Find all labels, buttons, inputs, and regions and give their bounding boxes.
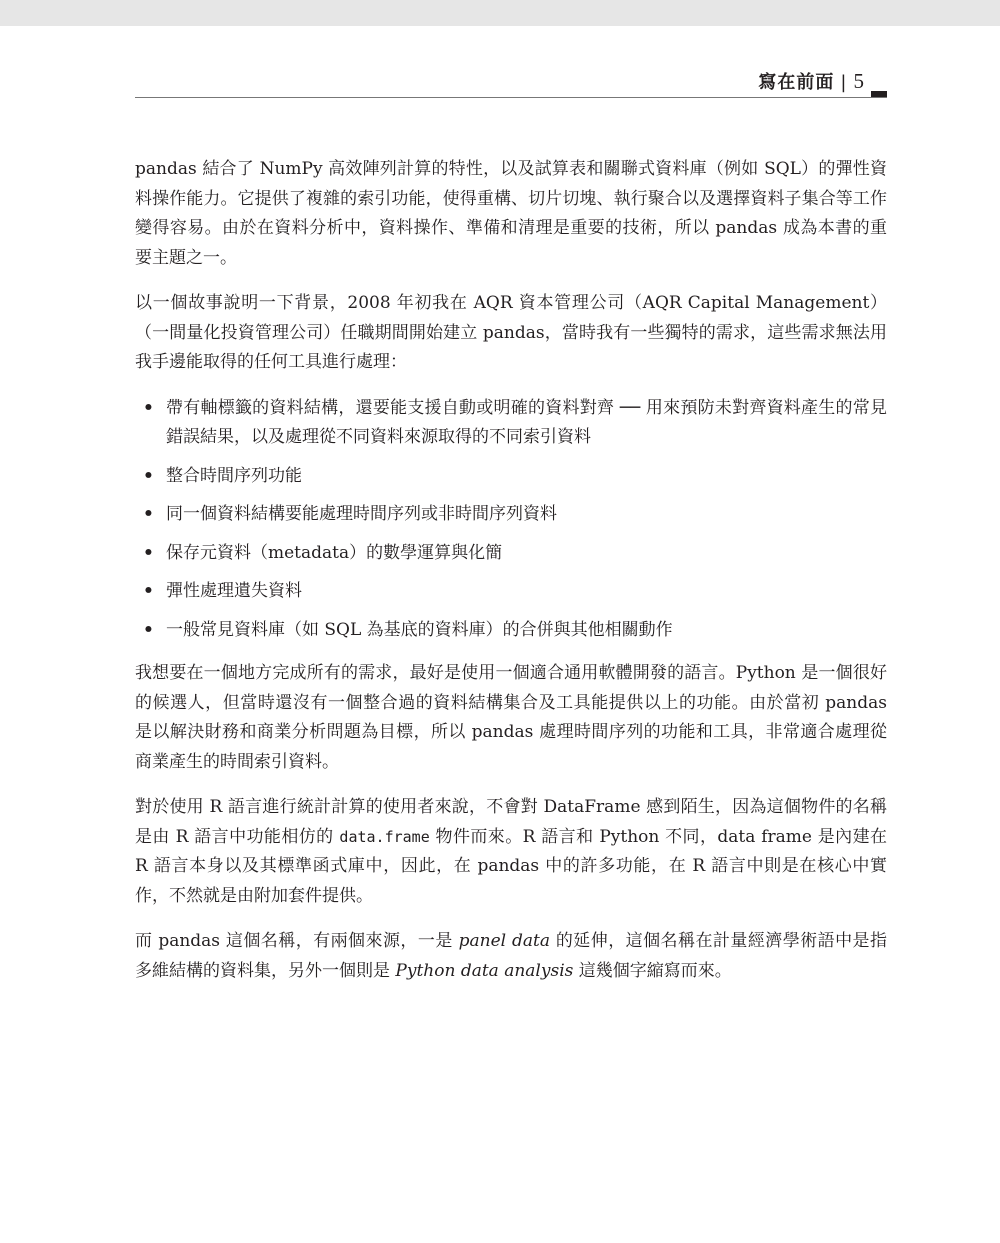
- paragraph-name-origin: [135, 927, 887, 986]
- paragraph-background: 以一個故事說明一下背景，2008 年初我在 AQR 資本管理公司（AQR Capital Management）（一間量化投資管理公司）任職期間開始建立 pandas，當時我有一些獨特的需求，這些需求無法用我手邊能取得的任何工具進行處理：: [135, 293, 887, 372]
- running-header: [135, 64, 887, 98]
- top-band: [0, 0, 1000, 26]
- paragraph-r-language: [135, 793, 887, 911]
- bullet-icon: •: [143, 542, 154, 563]
- italic-term: Python data analysis: [395, 960, 574, 981]
- page-tab-marker: [871, 91, 887, 97]
- list-item-text: 整合時間序列功能: [166, 465, 302, 486]
- inline-code: data.frame: [339, 827, 430, 846]
- list-item: [135, 394, 887, 453]
- paragraph-text: 這幾個字縮寫而來。: [573, 960, 732, 981]
- page-number: 5: [853, 69, 865, 93]
- list-item-text: 同一個資料結構要能處理時間序列或非時間序列資料: [166, 504, 557, 524]
- paragraph-text: 物件而來。R 語言和 Python 不同，data frame 是內建在 R 語言本身以及其標準函式庫中，因此，在 pandas 中的許多功能，在 R 語言中則是在核心中實作，不然就是由附加套件提供。: [135, 826, 887, 906]
- paragraph-python-choice: 我想要在一個地方完成所有的需求，最好是使用一個適合通用軟體開發的語言。Python 是一個很好的候選人，但當時還沒有一個整合過的資料結構集合及工具能提供以上的功能。由於當初 pandas 是以解決財務和商業分析問題為目標，所以 pandas 處理時間序列的功能和工具，非常適合處理從商業產生的時間索引資料。: [135, 663, 887, 772]
- list-item-text: 彈性處理遺失資料: [166, 581, 302, 601]
- list-item: [135, 577, 887, 607]
- list-item-text: 保存元資料（metadata）的數學運算與化簡: [166, 542, 503, 563]
- paragraph-text: 而 pandas 這個名稱，有兩個來源，一是: [135, 931, 459, 951]
- list-item: [135, 500, 887, 530]
- list-item: [135, 462, 887, 492]
- list-item: [135, 539, 887, 569]
- chapter-title: 寫在前面: [758, 72, 835, 93]
- bullet-icon: •: [143, 465, 154, 486]
- list-item-text: 一般常見資料庫（如 SQL 為基底的資料庫）的合併與其他相關動作: [166, 619, 673, 640]
- page-body: [135, 155, 887, 1002]
- bullet-icon: •: [143, 397, 154, 418]
- paragraph-text: 的延伸，這個名稱在計量經濟學術語中是指多維結構的資料集，另外一個則是: [135, 931, 888, 981]
- paragraph-text: 對於使用 R 語言進行統計計算的使用者來說，不會對 DataFrame 感到陌生，因為這個物件的名稱是由 R 語言中功能相仿的: [135, 797, 887, 847]
- italic-term: panel data: [458, 931, 550, 951]
- paragraph-intro: pandas 結合了 NumPy 高效陣列計算的特性，以及試算表和關聯式資料庫（例如 SQL）的彈性資料操作能力。它提供了複雜的索引功能，使得重構、切片切塊、執行聚合以及選擇資料子集合等工作變得容易。由於在資料分析中，資料操作、準備和清理是重要的技術，所以 pandas 成為本書的重要主題之一。: [135, 159, 887, 268]
- header-separator: |: [840, 72, 848, 93]
- requirements-list: [135, 394, 887, 646]
- list-item: [135, 616, 887, 646]
- header-text: [758, 68, 865, 94]
- bullet-icon: •: [143, 619, 154, 640]
- bullet-icon: •: [143, 581, 154, 601]
- list-item-text: 帶有軸標籤的資料結構，還要能支援自動或明確的資料對齊 ── 用來預防未對齊資料產生的常見錯誤結果，以及處理從不同資料來源取得的不同索引資料: [166, 397, 887, 447]
- bullet-icon: •: [143, 504, 154, 524]
